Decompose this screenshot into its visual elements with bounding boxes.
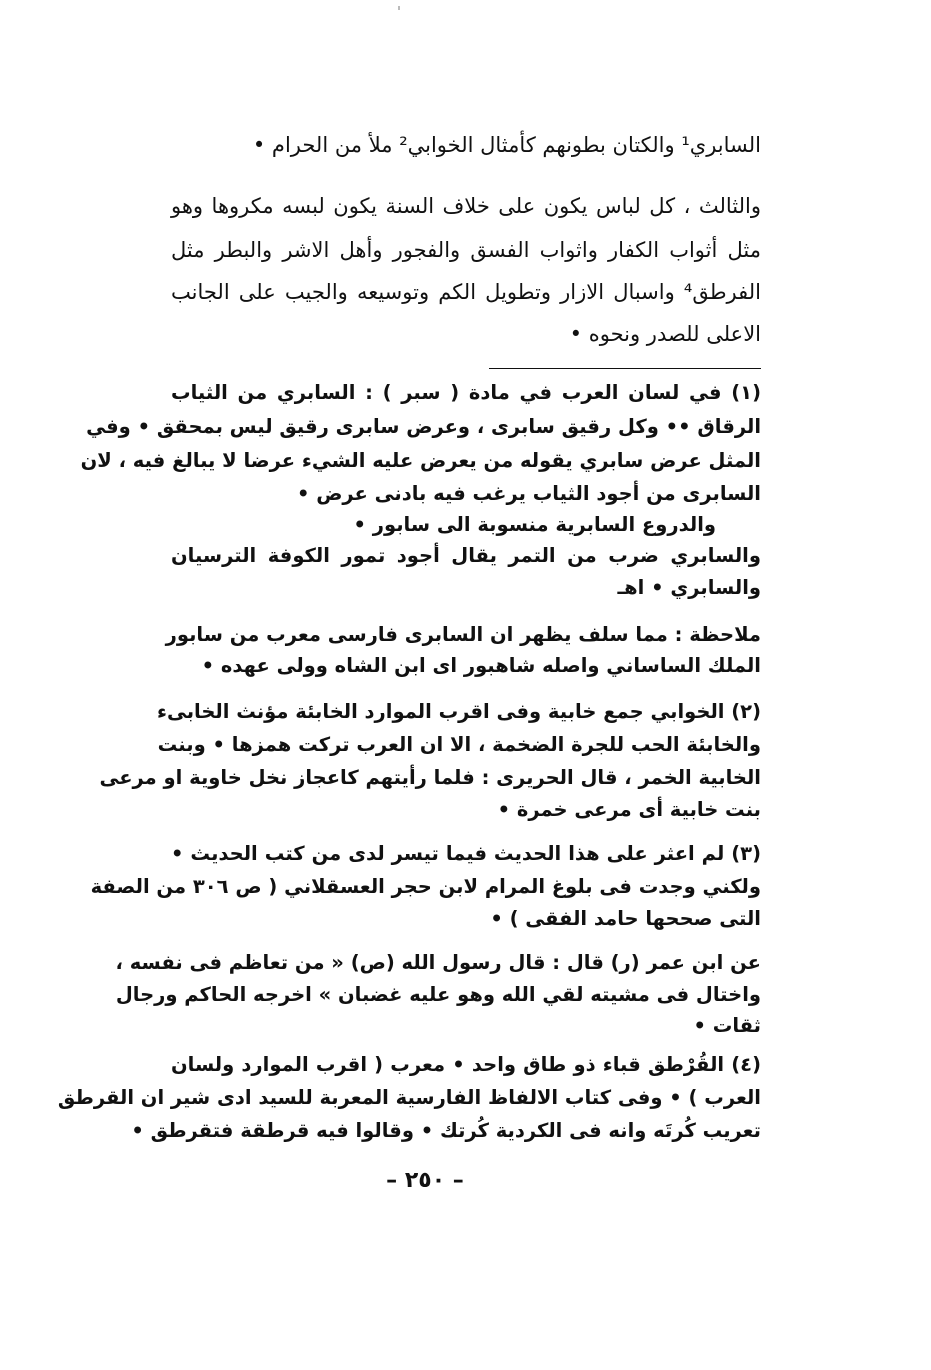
body-line-1: السابري¹ والكتان بطونهم كأمثال الخوابي² ملأ من الحرام • — [252, 133, 761, 157]
footnote-2-line-4: بنت خابية أى مرعى خمرة • — [497, 798, 761, 821]
footnote-1-line-7: والسابري • اهـ — [617, 576, 761, 599]
footnote-3-line-1: (٣) لم اعثر على هذا الحديث فيما تيسر لدى من كتب الحديث • — [171, 842, 761, 865]
body-line-3: مثل أثواب الكفار واثواب الفسق والفجور وأهل الاشر والبطر مثل — [171, 238, 761, 262]
page-number: – ٢٥٠ – — [386, 1168, 464, 1193]
footnote-1-line-1: (١) في لسان العرب في مادة ( سبر ) : السابري من الثياب — [171, 381, 761, 404]
footnote-4-line-3: تعريب كُرتَه وانه فى الكردية كُرتك • وقالوا فيه قرطقة فتقرطق • — [131, 1119, 761, 1142]
footnote-1-line-6: والسابري ضرب من التمر يقال أجود تمور الكوفة الترسيان — [171, 544, 761, 567]
footnote-4-line-2: العرب ) • وفى كتاب الالفاظ الفارسية المعربة للسيد ادى شير ان القرطق — [57, 1086, 761, 1109]
remark-line-2: الملك الساساني واصله شاهبور اى ابن الشاه وولى عهده • — [201, 654, 761, 677]
footnote-1-line-3: المثل عرض سابري يقوله من يعرض عليه الشيء عرضا لا يبالغ فيه ، لان — [80, 449, 761, 472]
footnote-2-line-3: الخابية الخمر ، قال الحريرى : فلما رأيتهم كاعجاز نخل خاوية او مرعى — [99, 766, 761, 789]
body-line-5: الاعلى للصدر ونحوه • — [569, 322, 761, 346]
footnote-1-line-5: والدروع السابرية منسوبة الى سابور • — [353, 513, 716, 536]
hadith-line-3: ثقات • — [693, 1014, 761, 1037]
footnote-1-line-4: السابرى من أجود الثياب يرغب فيه بادنى عرض • — [296, 482, 761, 505]
footnote-3-line-3: التى صححها حامد الفقى ) • — [490, 907, 761, 930]
footnote-2-line-2: والخابئة الحب للجرة الضخمة ، الا ان العرب تركت همزها • وبنت — [157, 733, 761, 756]
footnote-1-line-2: الرقاق •• وكل رقيق سابرى ، وعرض سابرى رقيق ليس بمحقق • وفي — [86, 415, 761, 438]
remark-line-1: ملاحظة : مما سلف يظهر ان السابرى فارسى معرب من سابور — [165, 623, 761, 646]
footnote-separator — [489, 368, 761, 369]
footnote-4-line-1: (٤) القُرْطق قباء ذو طاق واحد • معرب ( اقرب الموارد ولسان — [171, 1053, 761, 1076]
footnote-3-line-2: ولكني وجدت فى بلوغ المرام لابن حجر العسقلاني ( ص ٣٠٦ من الصفة — [90, 875, 761, 898]
hadith-line-1: عن ابن عمر (ر) قال : قال رسول الله (ص) « من تعاظم فى نفسه ، — [115, 951, 761, 974]
body-line-2: والثالث ، كل لباس يكون على خلاف السنة يكون لبسه مكروها وهو — [171, 194, 761, 218]
body-line-4: الفرطق⁴ واسبال الازار وتطويل الكم وتوسيعه والجيب على الجانب — [171, 280, 761, 304]
footnote-2-line-1: (٢) الخوابي جمع خابية وفى اقرب الموارد الخابئة مؤنث الخابىء — [157, 700, 761, 723]
hadith-line-2: واختال فى مشيته لقي الله وهو عليه غضبان » اخرجه الحاكم ورجال — [115, 983, 761, 1006]
scan-speck — [398, 6, 400, 10]
